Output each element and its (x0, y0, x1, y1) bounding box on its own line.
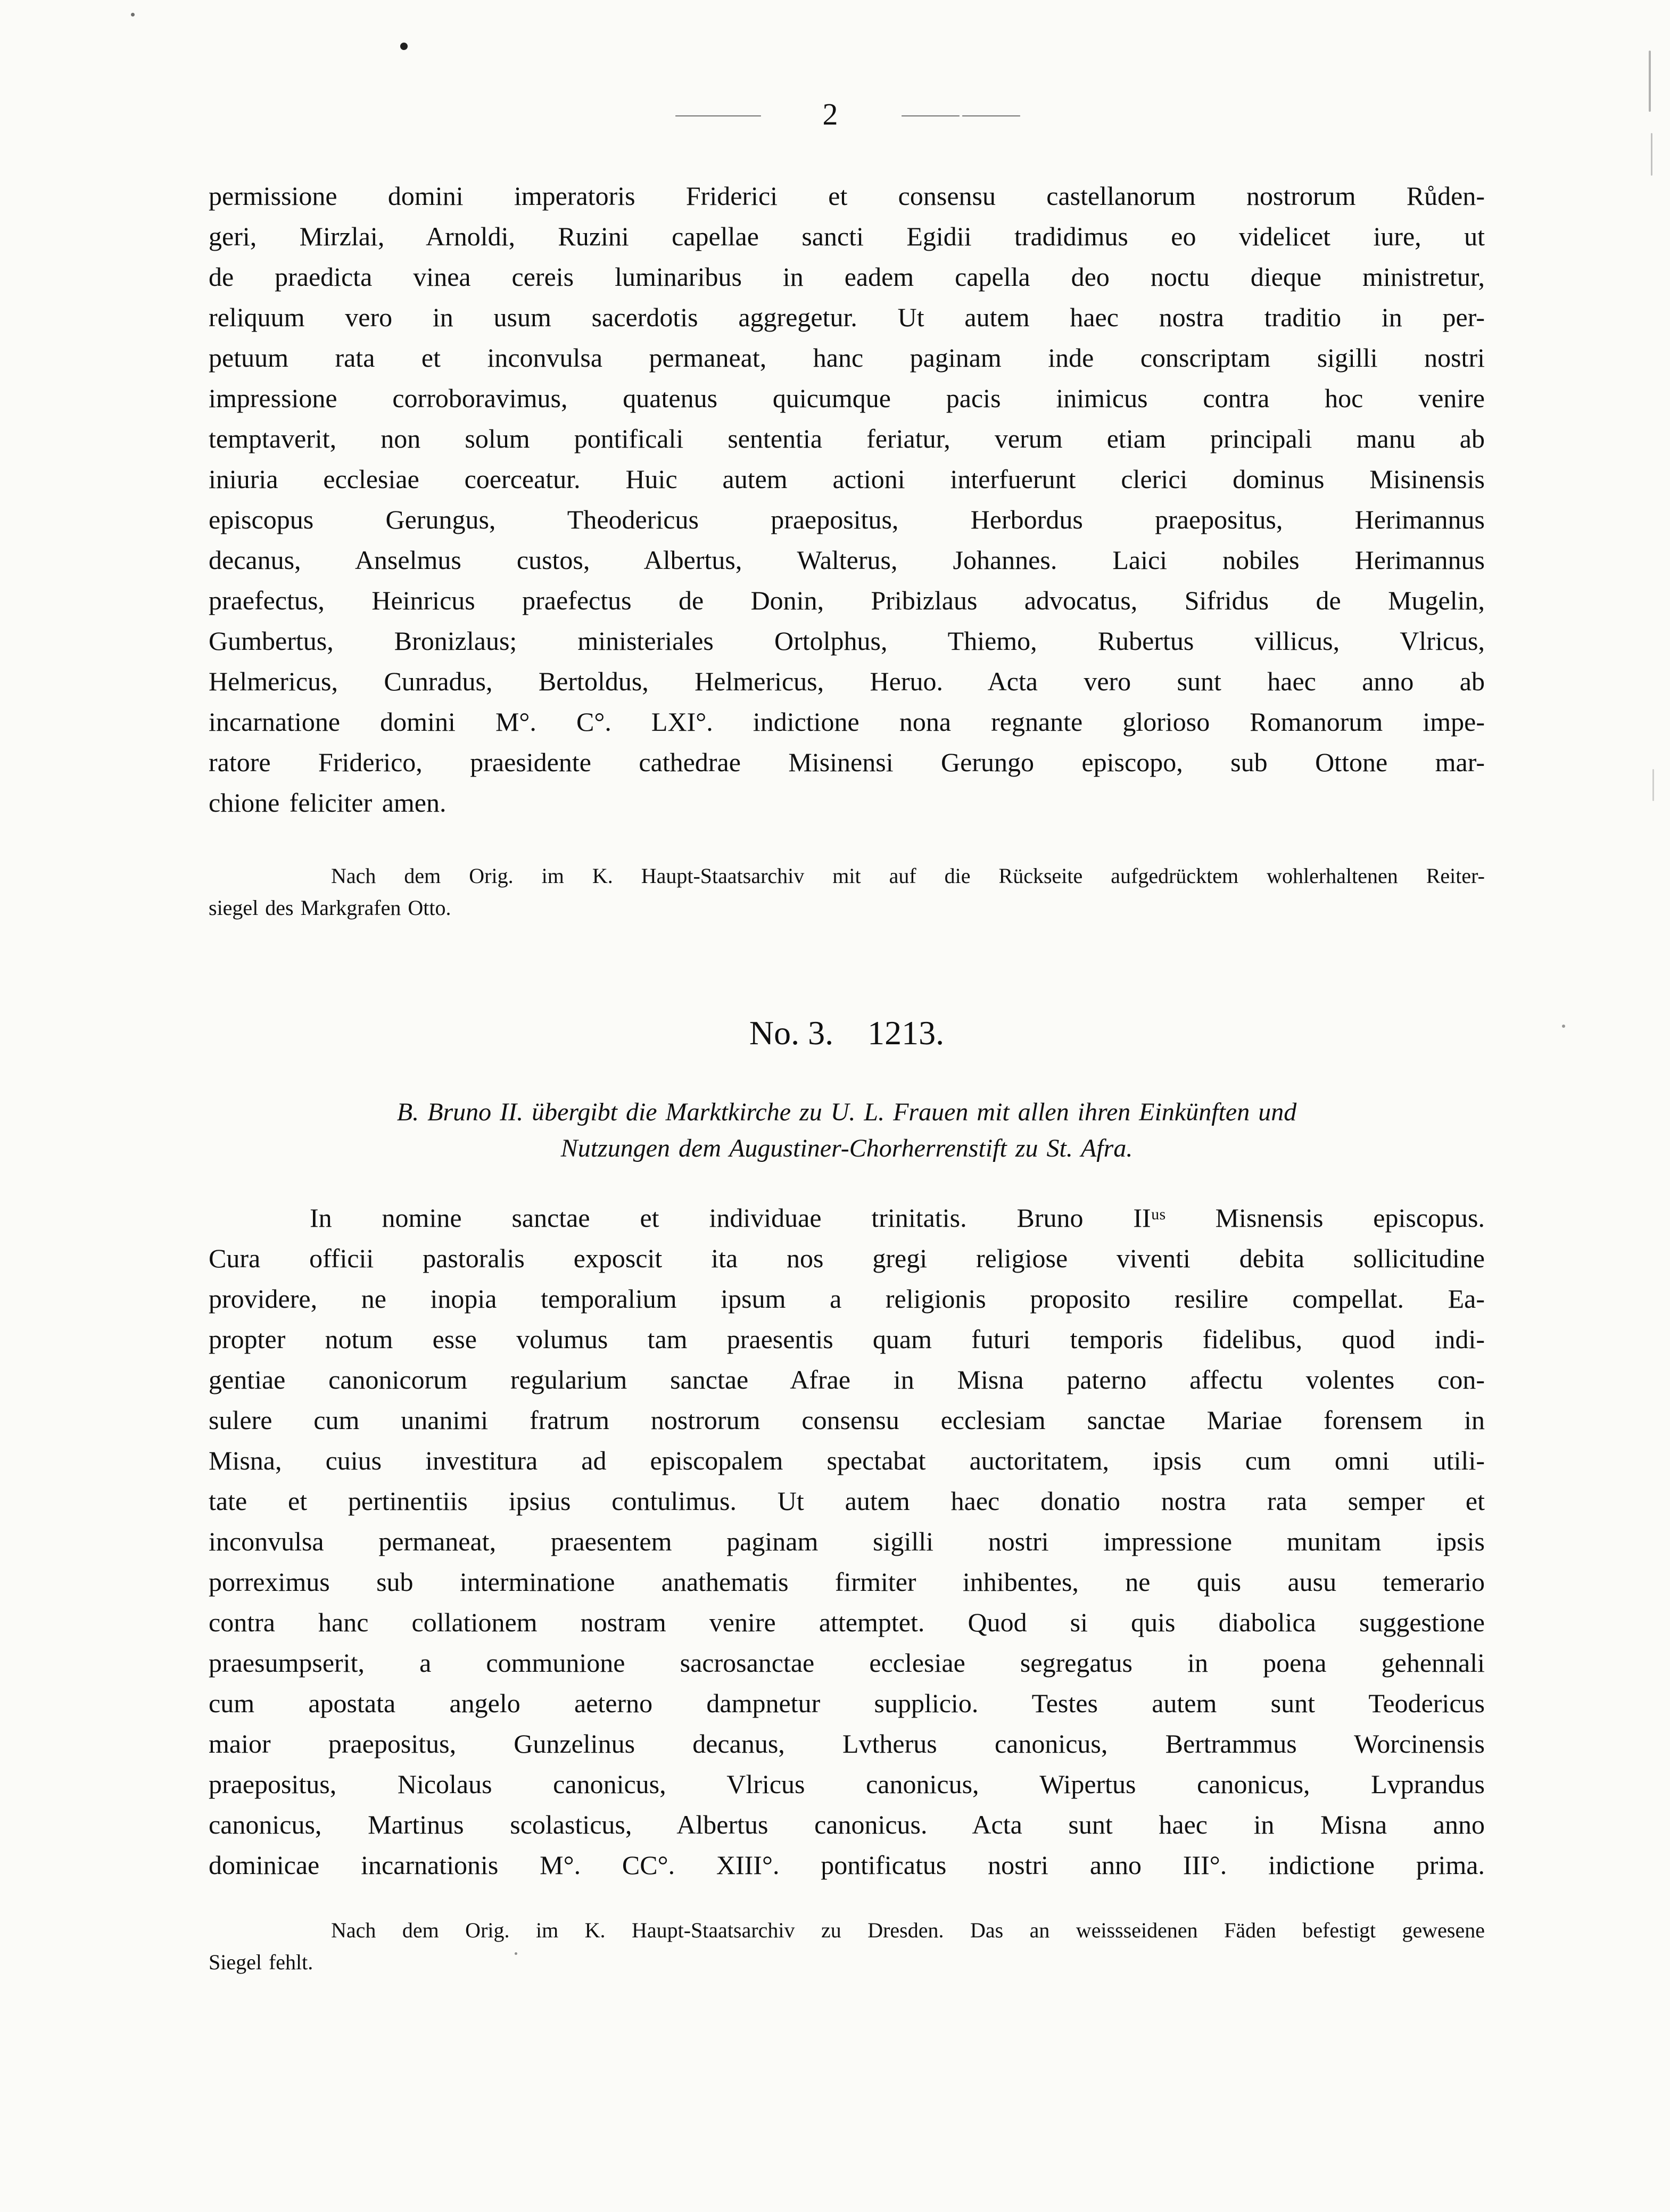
archival-note-entry2 (209, 860, 1485, 924)
text-line: contra hanc collationem nostram venire attemptet. Quod si quis diabolica suggestione (209, 1607, 1485, 1637)
text-line: impressione corroboravimus, quatenus quicumque pacis inimicus contra hoc venire (209, 383, 1485, 413)
text-line: sulere cum unanimi fratrum nostrorum consensu ecclesiam sanctae Mariae forensem in (209, 1405, 1485, 1435)
scan-artifact-dot (131, 13, 135, 16)
text-line: inconvulsa permaneat, praesentem paginam sigilli nostri impressione munitam ipsis (209, 1526, 1485, 1556)
text-line: de praedicta vinea cereis luminaribus in eadem capella deo noctu dieque ministretur, (209, 262, 1485, 292)
text-line: propter notum esse volumus tam praesentis quam futuri temporis fidelibus, quod indi- (209, 1324, 1485, 1354)
scan-artifact-edge-mark (1649, 51, 1651, 112)
text-line: episcopus Gerungus, Theodericus praepositus, Herbordus praepositus, Herimannus (209, 505, 1485, 534)
text-line: Nutzungen dem Augustiner-Chorherrenstift zu St. Afra. (560, 1134, 1133, 1162)
text-line: Helmericus, Cunradus, Bertoldus, Helmericus, Heruo. Acta vero sunt haec anno ab (209, 666, 1485, 696)
scan-artifact-edge-mark (1651, 133, 1652, 176)
text-line: ratore Friderico, praesidente cathedrae Misinensi Gerungo episcopo, sub Ottone mar- (209, 747, 1485, 777)
text-line: Nach dem Orig. im K. Haupt-Staatsarchiv zu Dresden. Das an weissseidenen Fäden befestigt gewesene (331, 1918, 1485, 1942)
entry-heading (209, 1012, 1485, 1054)
entry-summary (209, 1094, 1485, 1167)
text-line: reliquum vero in usum sacerdotis aggregetur. Ut autem haec nostra traditio in per- (209, 302, 1485, 332)
text-line: iniuria ecclesiae coerceatur. Huic autem actioni interfuerunt clerici dominus Misinensis (209, 464, 1485, 494)
text-line: temptaverit, non solum pontificali sententia feriatur, verum etiam principali manu ab (209, 424, 1485, 453)
text-line: gentiae canonicorum regularium sanctae Afrae in Misna paterno affectu volentes con- (209, 1365, 1485, 1394)
page-header (209, 0, 1485, 130)
text-line: praefectus, Heinricus praefectus de Donin, Pribizlaus advocatus, Sifridus de Mugelin, (209, 585, 1485, 615)
text-line: geri, Mirzlai, Arnoldi, Ruzini capellae sancti Egidii tradidimus eo videlicet iure, ut (209, 221, 1485, 251)
header-right-dashes: —— —— (902, 105, 1018, 124)
text-line: dominicae incarnationis M°. CC°. XIII°. pontificatus nostri anno III°. indictione prima. (209, 1850, 1485, 1880)
text-line: In nomine sanctae et individuae trinitatis. Bruno IIᵘˢ Misnensis episcopus. (310, 1203, 1485, 1233)
charter-text-entry2 (209, 176, 1485, 823)
text-line: canonicus, Martinus scolasticus, Albertus canonicus. Acta sunt haec in Misna anno (209, 1810, 1485, 1839)
text-line: permissione domini imperatoris Friderici et consensu castellanorum nostrorum Růden- (209, 181, 1485, 211)
text-line: Gumbertus, Bronizlaus; ministeriales Ortolphus, Thiemo, Rubertus villicus, Vlricus, (209, 626, 1485, 656)
text-line: tate et pertinentiis ipsius contulimus. Ut autem haec donatio nostra rata semper et (209, 1486, 1485, 1516)
text-line: praesumpserit, a communione sacrosanctae ecclesiae segregatus in poena gehennali (209, 1648, 1485, 1678)
page-number: 2 (822, 97, 838, 131)
header-left-dashes: ——— (675, 105, 759, 124)
text-line: cum apostata angelo aeterno dampnetur supplicio. Testes autem sunt Teodericus (209, 1688, 1485, 1718)
scan-artifact-dot (400, 43, 408, 50)
entry-number: No. 3. (749, 1014, 834, 1052)
entry-3 (209, 1012, 1485, 1978)
charter-text-entry3 (209, 1198, 1485, 1885)
text-line: petuum rata et inconvulsa permaneat, hanc paginam inde conscriptam sigilli nostri (209, 343, 1485, 373)
text-line: Siegel fehlt. (209, 1950, 313, 1974)
text-line: porreximus sub interminatione anathematis firmiter inhibentes, ne quis ausu temerario (209, 1567, 1485, 1597)
text-line: chione feliciter amen. (209, 788, 447, 818)
text-line: praepositus, Nicolaus canonicus, Vlricus canonicus, Wipertus canonicus, Lvprandus (209, 1769, 1485, 1799)
text-line: providere, ne inopia temporalium ipsum a religionis proposito resilire compellat. Ea- (209, 1284, 1485, 1314)
archival-note-entry3 (209, 1914, 1485, 1978)
text-line: decanus, Anselmus custos, Albertus, Walterus, Johannes. Laici nobiles Herimannus (209, 545, 1485, 575)
entry-2-continuation (209, 176, 1485, 924)
entry-year: 1213. (867, 1014, 945, 1052)
text-line: Misna, cuius investitura ad episcopalem spectabat auctoritatem, ipsis cum omni utili- (209, 1446, 1485, 1475)
text-line: B. Bruno II. übergibt die Marktkirche zu U. L. Frauen mit allen ihren Einkünften und (396, 1098, 1297, 1126)
text-line: Cura officii pastoralis exposcit ita nos gregi religiose viventi debita sollicitudine (209, 1243, 1485, 1273)
scan-artifact-dot (515, 1952, 517, 1955)
text-line: Nach dem Orig. im K. Haupt-Staatsarchiv mit auf die Rückseite aufgedrücktem wohlerhaltenen Reiter- (331, 864, 1485, 888)
scan-artifact-dot (1562, 1025, 1565, 1028)
text-line: incarnatione domini M°. C°. LXI°. indictione nona regnante glorioso Romanorum impe- (209, 707, 1485, 737)
text-line: siegel des Markgrafen Otto. (209, 896, 451, 920)
scan-artifact-edge-mark (1652, 769, 1654, 801)
text-line: maior praepositus, Gunzelinus decanus, Lvtherus canonicus, Bertrammus Worcinensis (209, 1729, 1485, 1759)
